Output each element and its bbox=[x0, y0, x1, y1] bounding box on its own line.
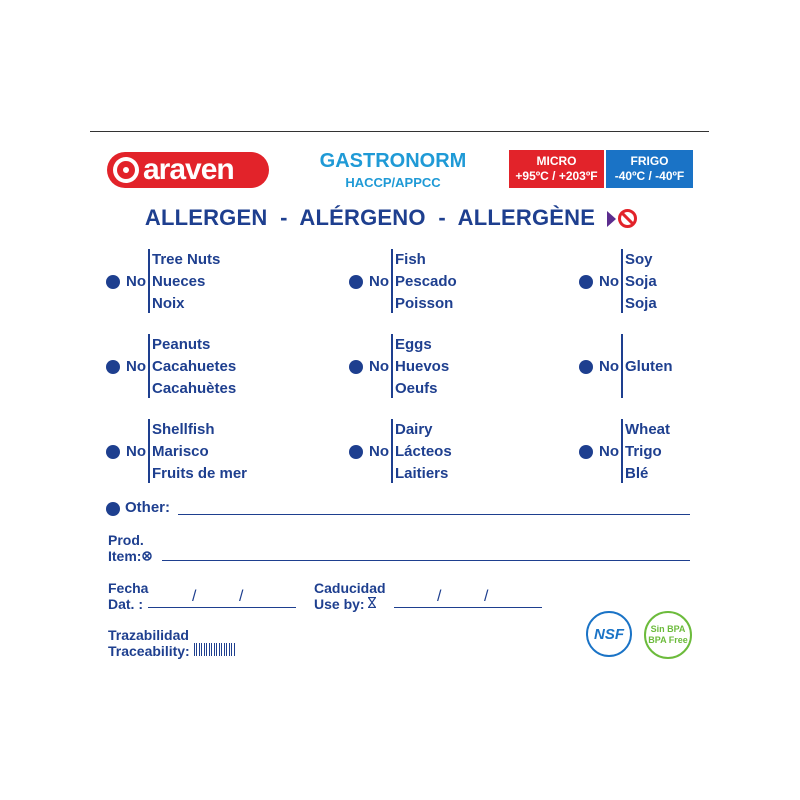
use-by-write-line[interactable] bbox=[394, 607, 542, 608]
dish-icon bbox=[142, 551, 152, 561]
hourglass-icon bbox=[368, 597, 376, 608]
allergen-names: Wheat Trigo Blé bbox=[625, 421, 670, 482]
caducidad-label-line1: Caducidad bbox=[314, 580, 386, 596]
allergen-names: Shellfish Marisco Fruits de mer bbox=[152, 421, 248, 482]
bpa-free-badge bbox=[644, 611, 692, 659]
separator bbox=[148, 334, 150, 398]
gastronorm-title: GASTRONORM bbox=[319, 150, 467, 172]
haccp-subtitle: HACCP/APPCC bbox=[345, 175, 441, 190]
checkbox-dot[interactable] bbox=[349, 445, 363, 459]
checkbox-dot[interactable] bbox=[579, 360, 593, 374]
other-write-line[interactable] bbox=[178, 514, 690, 515]
date-slash: / bbox=[484, 588, 489, 605]
prohibited-icon bbox=[618, 209, 637, 228]
separator bbox=[391, 334, 393, 398]
nsf-text: NSF bbox=[594, 625, 624, 643]
frigo-range: -40ºC / -40ºF bbox=[614, 169, 685, 183]
other-label: Other: bbox=[125, 499, 170, 516]
allergen-names: Dairy Lácteos Laitiers bbox=[395, 421, 452, 482]
araven-logo bbox=[107, 152, 269, 188]
fecha-label-line2: Dat. : bbox=[108, 596, 143, 612]
no-label: No bbox=[599, 443, 619, 460]
bpa-line1: Sin BPA bbox=[650, 624, 686, 634]
prod-label-line2: Item: bbox=[108, 548, 142, 564]
frigo-label: FRIGO bbox=[630, 154, 669, 168]
separator bbox=[391, 249, 393, 313]
allergen-names: Eggs Huevos Oeufs bbox=[395, 336, 450, 397]
micro-range: +95ºC / +203ºF bbox=[515, 169, 598, 183]
checkbox-dot[interactable] bbox=[106, 360, 120, 374]
micro-label: MICRO bbox=[536, 154, 577, 168]
prod-item-write-line[interactable] bbox=[162, 560, 690, 561]
no-label: No bbox=[126, 443, 146, 460]
caducidad-label-line2: Use by: bbox=[314, 596, 365, 612]
separator bbox=[148, 249, 150, 313]
checkbox-dot[interactable] bbox=[579, 445, 593, 459]
date-slash: / bbox=[239, 588, 244, 605]
play-triangle-icon bbox=[607, 211, 616, 227]
prod-label-line1: Prod. bbox=[108, 532, 144, 548]
frigo-badge bbox=[606, 150, 693, 188]
traceability-label: Traceability: bbox=[108, 643, 190, 659]
other-checkbox-dot[interactable] bbox=[106, 502, 120, 516]
separator bbox=[621, 334, 623, 398]
allergen-heading: ALLERGEN - ALÉRGENO - ALLERGÈNE bbox=[144, 205, 596, 230]
no-label: No bbox=[369, 443, 389, 460]
no-label: No bbox=[369, 358, 389, 375]
top-divider bbox=[90, 131, 709, 132]
no-entry-icon bbox=[607, 209, 637, 228]
checkbox-dot[interactable] bbox=[349, 360, 363, 374]
trazabilidad-label: Trazabilidad bbox=[108, 627, 189, 643]
micro-badge bbox=[509, 150, 604, 188]
date-slash: / bbox=[437, 588, 442, 605]
separator bbox=[621, 249, 623, 313]
allergen-names: Tree Nuts Nueces Noix bbox=[152, 251, 221, 312]
separator bbox=[621, 419, 623, 483]
allergen-names: Gluten bbox=[625, 358, 673, 375]
barcode-icon bbox=[194, 643, 236, 656]
bpa-line2: BPA Free bbox=[648, 635, 688, 645]
date-slash: / bbox=[192, 588, 197, 605]
checkbox-dot[interactable] bbox=[349, 275, 363, 289]
nsf-certification-badge bbox=[586, 611, 632, 657]
no-label: No bbox=[599, 358, 619, 375]
checkbox-dot[interactable] bbox=[106, 275, 120, 289]
checkbox-dot[interactable] bbox=[106, 445, 120, 459]
logo-text: araven bbox=[143, 153, 234, 186]
fecha-write-line[interactable] bbox=[148, 607, 296, 608]
no-label: No bbox=[126, 273, 146, 290]
separator bbox=[148, 419, 150, 483]
checkbox-dot[interactable] bbox=[579, 275, 593, 289]
allergen-names: Soy Soja Soja bbox=[625, 251, 657, 312]
no-label: No bbox=[599, 273, 619, 290]
allergen-names: Fish Pescado Poisson bbox=[395, 251, 457, 312]
allergen-names: Peanuts Cacahuetes Cacahuètes bbox=[152, 336, 237, 397]
no-label: No bbox=[126, 358, 146, 375]
araven-circle-logo-icon bbox=[113, 157, 139, 183]
no-label: No bbox=[369, 273, 389, 290]
separator bbox=[391, 419, 393, 483]
fecha-label-line1: Fecha bbox=[108, 580, 149, 596]
